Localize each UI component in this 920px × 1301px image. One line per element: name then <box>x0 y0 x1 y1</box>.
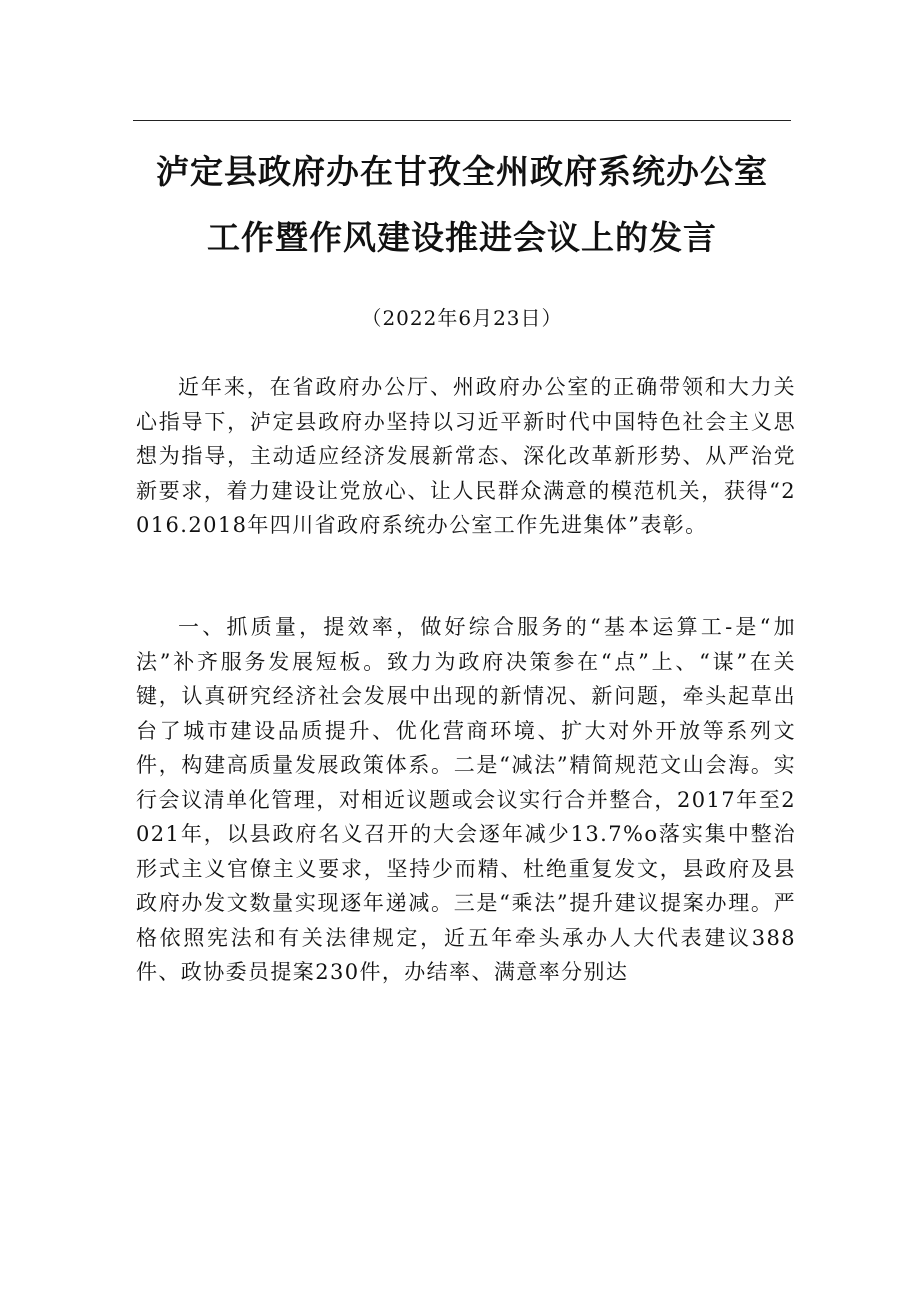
top-divider <box>133 120 791 121</box>
paragraph-intro: 近年来，在省政府办公厅、州政府办公室的正确带领和大力关心指导下，泸定县政府办坚持以习近平新时代中国特色社会主义思想为指导，主动适应经济发展新常态、深化改革新形势、从严治党新要求，着力建设让党放心、让人民群众满意的模范机关，获得“2016.2018年四川省政府系统办公室工作先进集体”表彰。 <box>136 375 796 537</box>
title-line-1: 泸定县政府办在甘孜全州政府系统办公室 <box>156 152 768 191</box>
title-line-2: 工作暨作风建设推进会议上的发言 <box>207 218 717 257</box>
speech-date: （2022年6月23日） <box>361 306 563 330</box>
paragraph-section-one: 一、抓质量，提效率，做好综合服务的“基本运算工-是“加法”补齐服务发展短板。致力为政府决策参在“点”上、“谋”在关键，认真研究经济社会发展中出现的新情况、新问题，牵头起草出台了城市建设品质提升、优化营商环境、扩大对外开放等系列文件，构建高质量发展政策体系。二是“减法”精简规范文山会海。实行会议清单化管理，对相近议题或会议实行合并整合，2017年至2021年，以县政府名义召开的大会逐年减少13.7%o落实集中整治形式主义官僚主义要求，坚持少而精、杜绝重复发文，县政府及县政府办发文数量实现逐年递减。三是“乘法”提升建议提案办理。严格依照宪法和有关法律规定，近五年牵头承办人大代表建议388件、政协委员提案230件，办结率、满意率分别达 <box>136 615 796 984</box>
